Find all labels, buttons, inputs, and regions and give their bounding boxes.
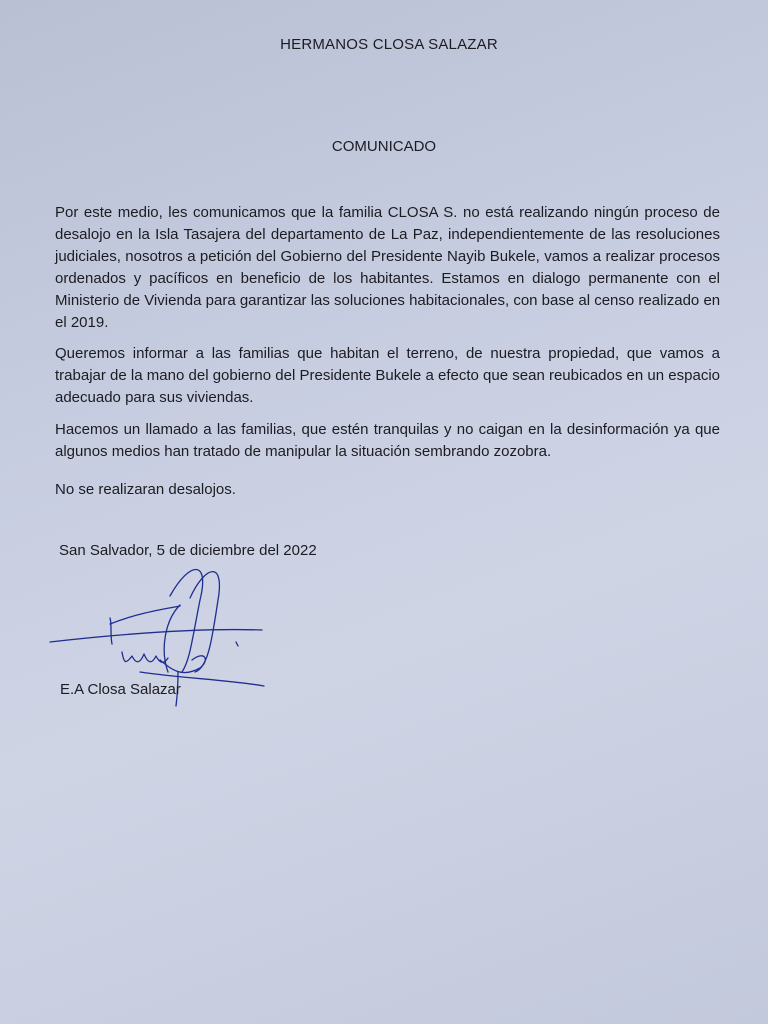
paragraph-3: [55, 419, 720, 463]
paragraph-line: desalojo en la Isla Tasajera del departamento de La Paz, independientemente de las resoluciones: [55, 226, 720, 243]
paragraph-line: Hacemos un llamado a las familias, que estén tranquilas y no caigan en la desinformación ya que: [55, 421, 720, 438]
paragraph-1: [55, 202, 720, 334]
document-title: COMUNICADO: [331, 138, 437, 155]
paragraph-line: Por este medio, les comunicamos que la familia CLOSA S. no está realizando ningún proceso de: [55, 204, 720, 221]
paragraph-line: No se realizaran desalojos.: [55, 481, 236, 498]
paragraph-line: ordenados y pacíficos en beneficio de los habitantes. Estamos en dialogo permanente con el: [55, 270, 720, 287]
paragraph-line: Ministerio de Vivienda para garantizar las soluciones habitacionales, con base al censo realizado en: [55, 292, 721, 309]
paragraph-line: Queremos informar a las familias que habitan el terreno, de nuestra propiedad, que vamos a: [55, 345, 720, 362]
paragraph-2: [55, 343, 720, 409]
paragraph-line: adecuado para sus viviendas.: [55, 389, 254, 406]
paragraph-line: el 2019.: [55, 314, 109, 331]
signer-name: E.A Closa Salazar: [60, 681, 181, 698]
paragraph-line: judiciales, nosotros a petición del Gobierno del Presidente Nayib Bukele, vamos a realizar procesos: [55, 248, 720, 265]
organization-name: HERMANOS CLOSA SALAZAR: [280, 36, 498, 53]
paragraph-4: [55, 479, 720, 501]
place-and-date: San Salvador, 5 de diciembre del 2022: [59, 542, 317, 559]
paragraph-line: algunos medios han tratado de manipular la situación sembrando zozobra.: [55, 443, 552, 460]
paragraph-line: trabajar de la mano del gobierno del Presidente Bukele a efecto que sean reubicados en un espacio: [55, 367, 720, 384]
